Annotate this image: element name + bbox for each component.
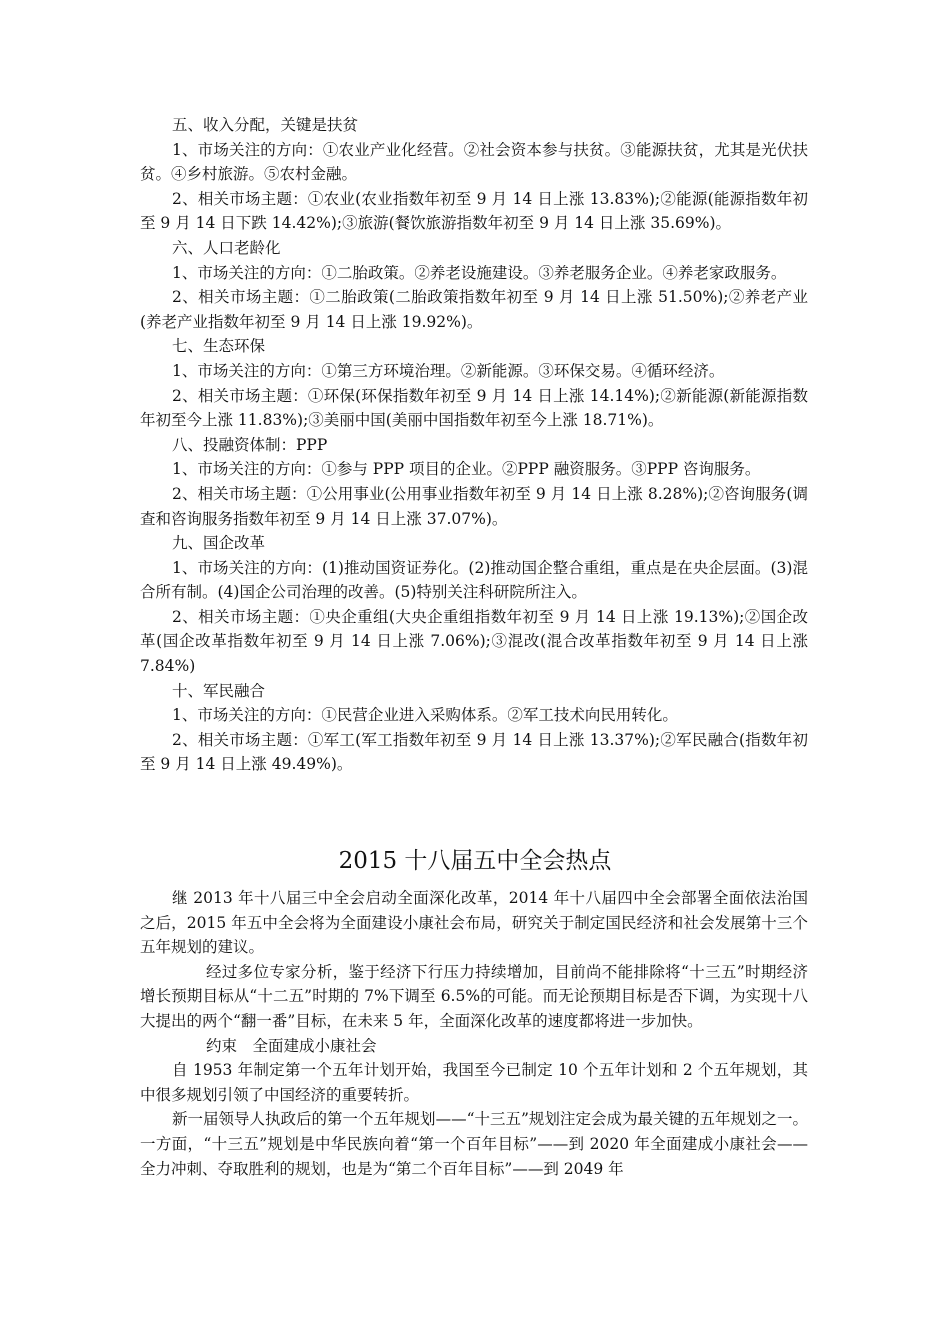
paragraph: 1、市场关注的方向：①二胎政策。②养老设施建设。③养老服务企业。④养老家政服务。	[172, 263, 787, 282]
bottom-section	[140, 886, 808, 1181]
section-heading-soe-reform: 九、国企改革	[172, 534, 266, 553]
paragraph: 2、相关市场主题：①农业(农业指数年初至 9 月 14 日上涨 13.83%);②能源(能源指数年初至 9 月 14 日下跌 14.42%);③旅游(餐饮旅游指数年初至 9 月 14 日上涨 35.69%)。	[140, 189, 808, 233]
section-heading-ecology: 七、生态环保	[172, 337, 266, 356]
paragraph: 1、市场关注的方向：①第三方环境治理。②新能源。③环保交易。④循环经济。	[172, 361, 725, 380]
paragraph: 经过多位专家分析，鉴于经济下行压力持续增加，目前尚不能排除将“十三五”时期经济增长预期目标从“十二五”时期的 7%下调至 6.5%的可能。而无论预期目标是否下调，为实现十八大提出的两个“翻一番”目标，在未来 5 年，全面深化改革的速度都将进一步加快。	[140, 962, 808, 1030]
paragraph: 1、市场关注的方向：①民营企业进入采购体系。②军工技术向民用转化。	[172, 706, 678, 725]
section-heading-income: 五、收入分配，关键是扶贫	[172, 116, 359, 134]
paragraph: 1、市场关注的方向：①参与 PPP 项目的企业。②PPP 融资服务。③PPP 咨询服务。	[172, 460, 761, 479]
paragraph: 2、相关市场主题：①央企重组(大央企重组指数年初至 9 月 14 日上涨 19.13%);②国企改革(国企改革指数年初至 9 月 14 日上涨 7.06%);③混改(混合改革指数年初至 9 月 14 日上涨 7.84%)	[140, 607, 808, 676]
paragraph: 2、相关市场主题：①环保(环保指数年初至 9 月 14 日上涨 14.14%);②新能源(新能源指数年初至今上涨 11.83%);③美丽中国(美丽中国指数年初至今上涨 18.71%)。	[140, 386, 808, 430]
section-heading-ppp: 八、投融资体制：PPP	[172, 435, 328, 454]
paragraph: 2、相关市场主题：①军工(军工指数年初至 9 月 14 日上涨 13.37%);②军民融合(指数年初至 9 月 14 日上涨 49.49%)。	[140, 730, 808, 774]
section-heading-military-civil: 十、军民融合	[172, 681, 266, 700]
paragraph: 2、相关市场主题：①二胎政策(二胎政策指数年初至 9 月 14 日上涨 51.50%);②养老产业(养老产业指数年初至 9 月 14 日上涨 19.92%)。	[140, 288, 808, 331]
paragraph: 1、市场关注的方向：①农业产业化经营。②社会资本参与扶贫。③能源扶贫，尤其是光伏扶贫。④乡村旅游。⑤农村金融。	[140, 140, 808, 184]
page-title: 2015 十八届五中全会热点	[338, 848, 612, 874]
section-heading-aging: 六、人口老龄化	[172, 238, 281, 257]
subheading-constraint: 约束 全面建成小康社会	[206, 1036, 377, 1055]
top-section	[140, 113, 808, 777]
paragraph: 自 1953 年制定第一个五年计划开始，我国至今已制定 10 个五年计划和 2 个五年规划，其中很多规划引领了中国经济的重要转折。	[140, 1061, 808, 1104]
paragraph: 继 2013 年十八届三中全会启动全面深化改革，2014 年十八届四中全会部署全面依法治国之后，2015 年五中全会将为全面建设小康社会布局，研究关于制定国民经济和社会发展第十三个五年规划的建议。	[140, 889, 808, 957]
paragraph: 1、市场关注的方向：(1)推动国资证券化。(2)推动国企整合重组，重点是在央企层面。(3)混合所有制。(4)国企公司治理的改善。(5)特别关注科研院所注入。	[140, 558, 808, 602]
paragraph: 2、相关市场主题：①公用事业(公用事业指数年初至 9 月 14 日上涨 8.28%);②咨询服务(调查和咨询服务指数年初至 9 月 14 日上涨 37.07%)。	[140, 484, 808, 528]
paragraph: 新一届领导人执政后的第一个五年规划——“十三五”规划注定会成为最关键的五年规划之一。一方面，“十三五”规划是中华民族向着“第一个百年目标”——到 2020 年全面建成小康社会——全力冲刺、夺取胜利的规划，也是为“第二个百年目标”——到 2049 年	[140, 1110, 808, 1178]
